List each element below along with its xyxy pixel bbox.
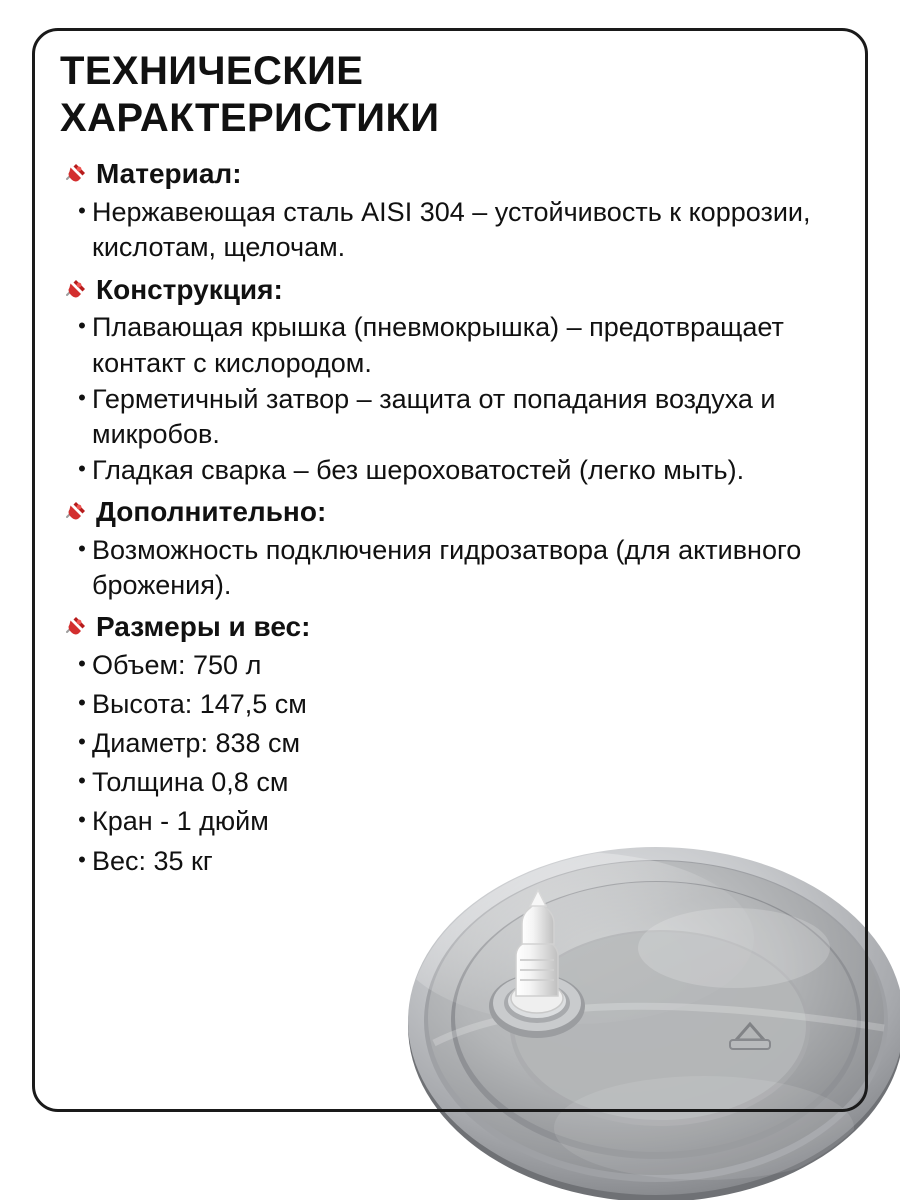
bullet-dot: • [78, 455, 86, 481]
pushpin-icon [60, 275, 90, 305]
list-item [72, 648, 850, 683]
list-item-text: Нержавеющая сталь AISI 304 – устойчивость к коррозии, кислотам, щелочам. [92, 197, 811, 263]
section-label: Материал [96, 158, 233, 190]
section-heading [60, 156, 850, 193]
list-item [72, 310, 850, 380]
list-item [72, 195, 850, 265]
list-item [72, 765, 850, 800]
section-heading [60, 494, 850, 531]
bullet-dot: • [78, 807, 86, 833]
list-item [72, 844, 850, 879]
list-item [72, 804, 850, 839]
spec-section-dimensions [60, 609, 850, 879]
section-heading [60, 272, 850, 309]
bullet-dot: • [78, 313, 86, 339]
list-item-text: Высота: 147,5 см [92, 689, 307, 720]
bullet-dot: • [78, 729, 86, 755]
section-colon: : [232, 158, 242, 190]
bullet-dot: • [78, 846, 86, 872]
spec-section-construction [60, 272, 850, 488]
pushpin-icon [60, 159, 90, 189]
section-heading [60, 609, 850, 646]
list-item-text: Диаметр: 838 см [92, 728, 301, 759]
bullet-dot: • [78, 768, 86, 794]
list-item-text: Кран - 1 дюйм [92, 806, 269, 837]
bullet-dot: • [78, 384, 86, 410]
section-label: Размеры и вес [96, 611, 302, 643]
page-title: ТЕХНИЧЕСКИЕ ХАРАКТЕРИСТИКИ [60, 49, 440, 141]
section-item-list [60, 533, 850, 603]
section-label: Конструкция [96, 273, 274, 305]
list-item-text: Толщина 0,8 см [92, 767, 289, 798]
list-item [72, 382, 850, 452]
bullet-dot: • [78, 651, 86, 677]
list-item [72, 533, 850, 603]
list-item [72, 687, 850, 722]
section-colon: : [301, 611, 311, 643]
pushpin-icon [60, 612, 90, 642]
list-item [72, 726, 850, 761]
pushpin-icon [60, 497, 90, 527]
section-item-list [60, 648, 850, 879]
section-colon: : [316, 495, 327, 527]
list-item-text: Возможность подключения гидрозатвора (для активного брожения). [92, 534, 802, 600]
list-item-text: Плавающая крышка (пневмокрышка) – предотвращает контакт с кислородом. [92, 312, 784, 378]
list-item [72, 453, 850, 488]
bullet-dot: • [78, 690, 86, 716]
section-label: Дополнительно [96, 495, 317, 527]
list-item-text: Объем: 750 л [92, 650, 262, 681]
list-item-text: Герметичный затвор – защита от попадания воздуха и микробов. [92, 383, 776, 449]
list-item-text: Гладкая сварка – без шероховатостей (легко мыть). [92, 454, 745, 485]
spec-content [60, 48, 850, 883]
bullet-dot: • [78, 535, 86, 561]
section-item-list [60, 310, 850, 487]
spec-section-material [60, 156, 850, 265]
list-item-text: Вес: 35 кг [92, 845, 213, 876]
bullet-dot: • [78, 198, 86, 224]
section-item-list [60, 195, 850, 265]
spec-section-additional [60, 494, 850, 603]
stainless-steel-lid-photo [404, 828, 900, 1200]
section-colon: : [273, 273, 283, 305]
